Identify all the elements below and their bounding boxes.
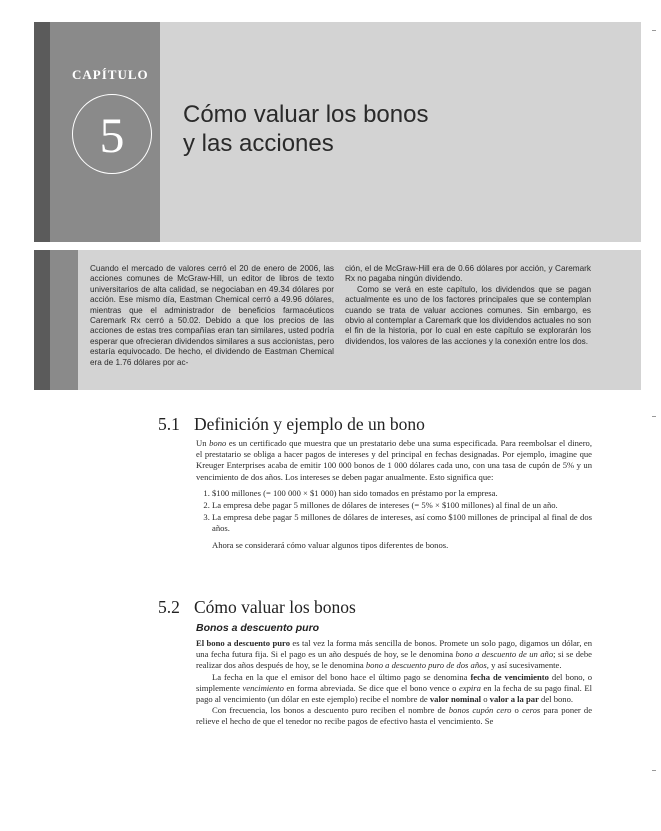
term-italic: expira bbox=[458, 682, 481, 693]
bond-definition-paragraph bbox=[196, 438, 592, 483]
term-fecha-vencimiento: fecha de vencimiento bbox=[470, 671, 549, 682]
text-run: o bbox=[481, 694, 490, 705]
edge-mark bbox=[652, 416, 656, 417]
text-run: del bono, o simplemente bbox=[196, 671, 593, 693]
text-run: Con frecuencia, los bonos a descuento puro reciben el nombre de bbox=[212, 705, 449, 716]
term-italic: vencimiento bbox=[242, 682, 284, 693]
text-run: ; si se debe realizar dos años después de hoy, se le denomina bbox=[196, 649, 592, 671]
intro-column-right bbox=[345, 264, 591, 347]
term-italic: bono a descuento de un año bbox=[455, 649, 554, 660]
intro-paragraph-1: Cuando el mercado de valores cerró el 20 de enero de 2006, las acciones comunes de McGraw-Hill, un editor de libros de texto universitarios de alta calidad, se negociaban en 49.34 dólares por acción. Ese mismo día, Eastman Chemical cerró a 49.96 dólares, mientras que el administrador de beneficios farmacéuticos Caremark Rx cerró a 50.02. Debido a que los precios de las acciones de estas tres compañías eran tan similares, usted podría esperar que ofrecieran dividendos similares a sus accionistas, pero estaría equivocado. De hecho, el dividendo de Eastman Chemical era de 1.76 dólares por ac- bbox=[90, 264, 334, 367]
term-bono-descuento-puro: El bono a descuento puro bbox=[196, 638, 291, 648]
text-run: Un bbox=[196, 438, 210, 448]
intro-column-left bbox=[90, 264, 334, 368]
chapter-title-line1: Cómo valuar los bonos bbox=[183, 101, 429, 128]
text-run: es un certificado que muestra que un prestatario debe una suma especificada. Para reembolsar el dinero, el prestatario se obliga a hacer pagos de intereses y del principal en fechas designadas. Por ejemplo, imagine que Kreuger Enterprises acaba de emitir 100 000 bonos de 1 000 dólares cada uno, con una tasa de cupón de 5% y un vencimiento de dos años. Los intereses se deben pagar anualmente. Esto significa que: bbox=[196, 438, 592, 482]
text-run: , y así sucesivamente. bbox=[486, 660, 562, 671]
list-item: 3. La empresa debe pagar 5 millones de dólares de intereses, así como $100 millones de principal al final de dos años. bbox=[212, 512, 592, 534]
term-bono: bono bbox=[209, 438, 227, 448]
edge-mark bbox=[652, 30, 656, 31]
bond-example-list bbox=[196, 488, 592, 535]
pure-discount-paragraph bbox=[196, 638, 592, 672]
text-run: del bono. bbox=[538, 694, 574, 705]
text-run: La fecha en la que el emisor del bono hace el último pago se denomina bbox=[212, 671, 471, 682]
zero-coupon-paragraph bbox=[196, 705, 592, 727]
chapter-number: 5 bbox=[99, 107, 125, 163]
chapter-label: CAPÍTULO bbox=[72, 67, 149, 82]
edge-mark bbox=[652, 770, 656, 771]
maturity-paragraph bbox=[196, 672, 592, 706]
text-run: en forma abreviada. Se dice que el bono vence o bbox=[283, 682, 459, 693]
intro-paragraph-2: Como se verá en este capítulo, los dividendos que se pagan actualmente es uno de los factores principales que se contemplan cuando se trata de valuar acciones comunes. Sin embargo, es obvio al contemplar a Caremark que los dividendos actuales no son el fin de la historia, por lo cual en este capítulo se explorarán los dividendos, los valores de las acciones y la conexión entre los dos. bbox=[345, 284, 591, 346]
section-5-1-body bbox=[196, 438, 592, 551]
chapter-number-circle bbox=[72, 94, 152, 174]
section-heading-5-2 bbox=[158, 597, 356, 618]
term-italic: bono a descuento puro de dos años bbox=[365, 660, 487, 671]
section-title: Definición y ejemplo de un bono bbox=[194, 414, 425, 434]
chapter-title bbox=[183, 100, 428, 158]
term-valor-nominal: valor nominal bbox=[429, 694, 482, 705]
section-title: Cómo valuar los bonos bbox=[194, 597, 356, 617]
text-run: es tal vez la forma más sencilla de bonos. Promete un solo pago, digamos un dólar, en una fecha futura fija. Si el pago es un año después de hoy, se le denomina bbox=[196, 638, 592, 660]
transition-paragraph: Ahora se considerará cómo valuar algunos tipos diferentes de bonos. bbox=[212, 539, 449, 550]
section-5-2-body bbox=[196, 638, 592, 728]
text-run: o bbox=[511, 705, 522, 716]
chapter-title-line2: y las acciones bbox=[183, 130, 334, 157]
list-item: 2. La empresa debe pagar 5 millones de dólares de intereses (= 5% × $100 millones) al final de un año. bbox=[212, 500, 592, 511]
term-valor-par: valor a la par bbox=[489, 694, 539, 705]
section-number: 5.2 bbox=[158, 597, 180, 617]
term-italic: bonos cupón cero bbox=[448, 705, 512, 716]
intro-paragraph-1-cont: ción, el de McGraw-Hill era de 0.66 dólares por acción, y Caremark Rx no pagaba ningún dividendo. bbox=[345, 264, 591, 284]
subheading-pure-discount-bonds: Bonos a descuento puro bbox=[196, 622, 320, 634]
text-run: para poner de relieve el hecho de que el tenedor no recibe pagos de efectivo hasta el vencimiento. Se bbox=[196, 705, 593, 727]
header-accent-dark bbox=[34, 22, 50, 242]
section-number: 5.1 bbox=[158, 414, 180, 434]
text-run: en la fecha de su pago final. El pago al vencimiento (un dólar en este ejemplo) recibe el nombre de bbox=[196, 682, 592, 705]
term-italic: ceros bbox=[521, 705, 541, 716]
intro-accent-dark bbox=[34, 250, 50, 390]
list-item: 1. $100 millones (= 100 000 × $1 000) han sido tomados en préstamo por la empresa. bbox=[212, 488, 592, 499]
intro-accent-mid bbox=[50, 250, 78, 390]
section-heading-5-1 bbox=[158, 414, 425, 435]
